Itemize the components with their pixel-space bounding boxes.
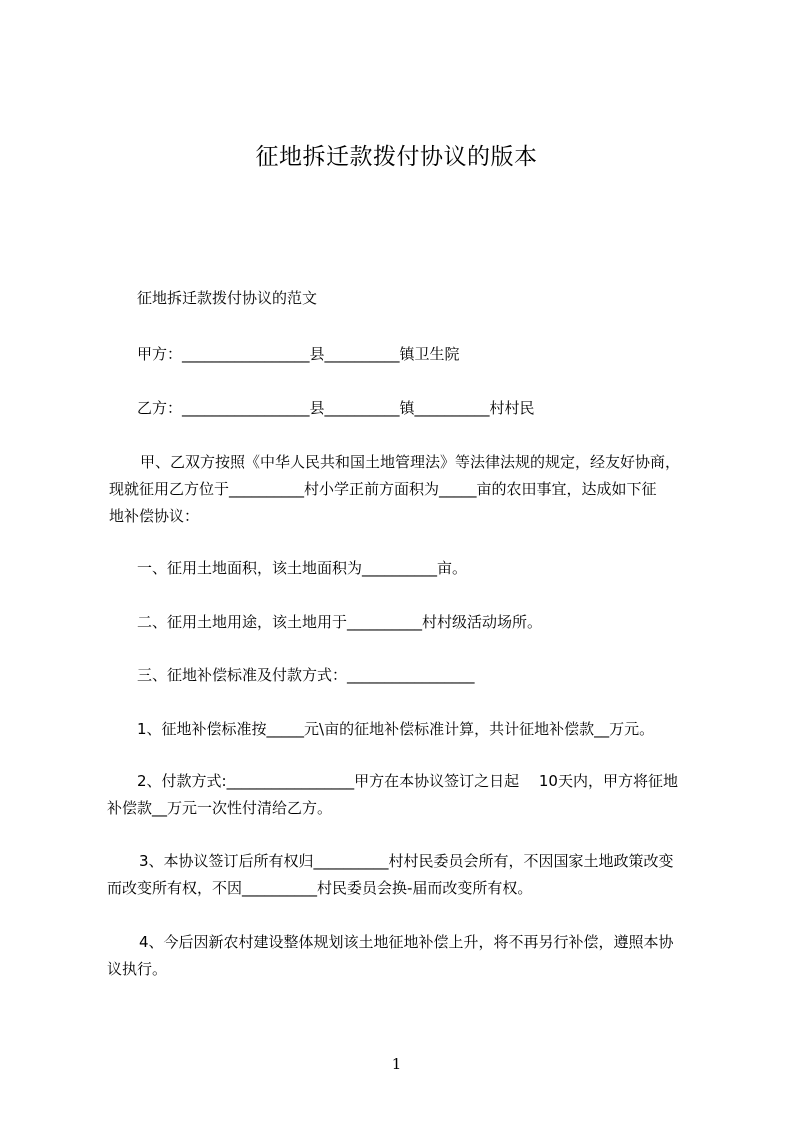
document-title: 征地拆迁款拨付协议的版本 [255,144,538,170]
item-3-line-1: 3、本协议签订后所有权归__________村村民委员会所有，不因国家土地政策改变 [139,852,674,870]
item-3-line-2: 而改变所有权，不因__________村民委员会换-届而改变所有权。 [107,879,533,897]
item-4-line-1: 4、今后因新农村建设整体规划该土地征地补偿上升，将不再另行补偿，遵照本协 [139,933,674,951]
item-4-line-2: 议执行。 [107,960,168,978]
clause-2: 二、征用土地用途，该土地用于__________村村级活动场所。 [137,613,543,631]
item-2-line-1: 2、付款方式:_________________甲方在本协议签订之日起 10天内，甲方将征地 [137,772,678,790]
item-1: 1、征地补偿标准按_____元\亩的征地补偿标准计算，共计征地补偿款__万元。 [137,720,655,738]
party-b-line: 乙方：_________________县__________镇__________村村民 [137,399,535,417]
clause-3: 三、征地补偿标准及付款方式：_________________ [137,666,475,684]
preamble-line-3: 地补偿协议： [109,507,200,525]
preamble-line-2: 现就征用乙方位于__________村小学正前方面积为_____亩的农田事宜，达成如下征 [109,480,657,498]
preamble-line-1: 甲、乙双方按照《中华人民共和国土地管理法》等法律法规的规定，经友好协商， [140,453,681,471]
party-a-line: 甲方：_________________县__________镇卫生院 [137,345,460,363]
clause-1: 一、征用土地面积，该土地面积为__________亩。 [137,559,468,577]
page-number: 1 [391,1055,402,1073]
paragraph-subtitle: 征地拆迁款拨付协议的范文 [137,289,318,307]
item-2-line-2: 补偿款__万元一次性付清给乙方。 [107,799,333,817]
